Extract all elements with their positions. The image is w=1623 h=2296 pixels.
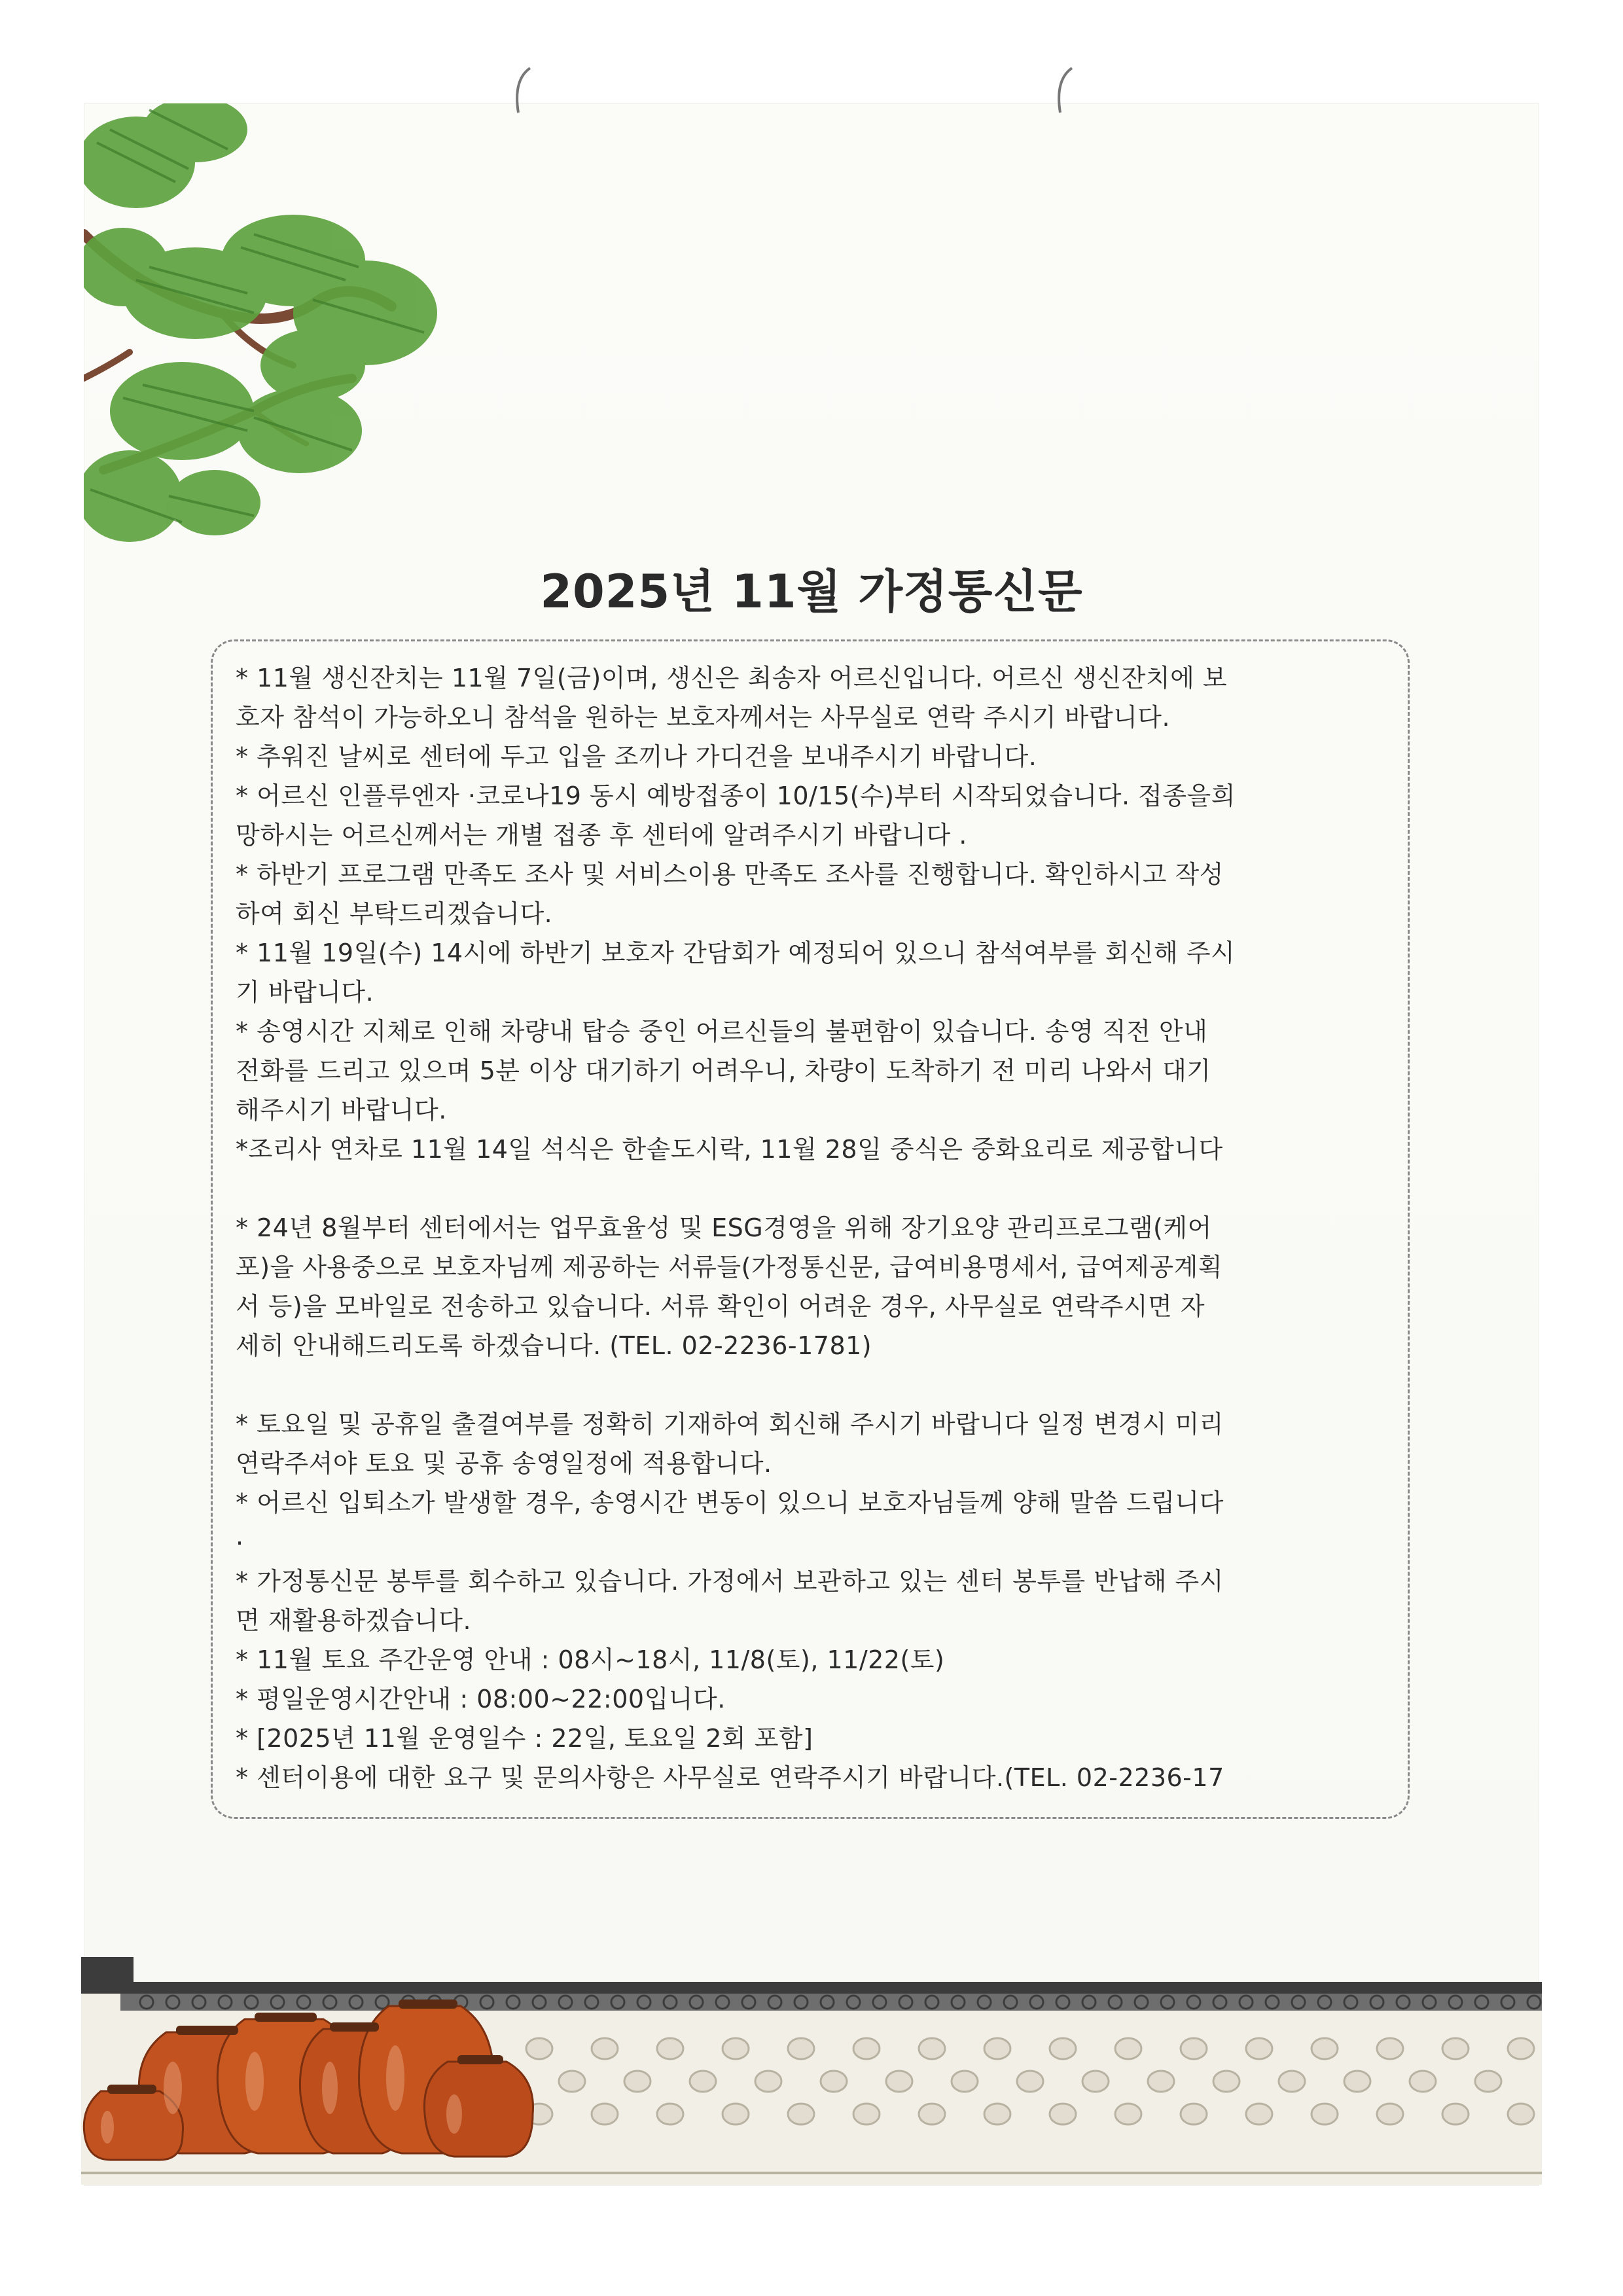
notice-line: 세히 안내해드리도록 하겠습니다. (TEL. 02-2236-1781) bbox=[236, 1331, 872, 1360]
notice-line: 기 바랍니다. bbox=[236, 978, 374, 1007]
notice-line: * 하반기 프로그램 만족도 조사 및 서비스이용 만족도 조사를 진행합니다. 확인하시고 작성 bbox=[236, 860, 1224, 889]
notice-line: * 11월 생신잔치는 11월 7일(금)이며, 생신은 최송자 어르신입니다. 어르신 생신잔치에 보 bbox=[236, 664, 1228, 692]
notice-line: *조리사 연차로 11월 14일 석식은 한솥도시락, 11월 28일 중식은 중화요리로 제공합니다 bbox=[236, 1135, 1223, 1164]
notice-line: * 어르신 입퇴소가 발생할 경우, 송영시간 변동이 있으니 보호자님들께 양해 말씀 드립니다 bbox=[236, 1488, 1224, 1517]
notice-line: 면 재활용하겠습니다. bbox=[236, 1606, 472, 1635]
notice-line: 포)을 사용중으로 보호자님께 제공하는 서류들(가정통신문, 급여비용명세서, 급여제공계획 bbox=[236, 1253, 1222, 1282]
notice-line: * 11월 토요 주간운영 안내 : 08시~18시, 11/8(토), 11/22(토) bbox=[236, 1645, 945, 1674]
notice-line: 전화를 드리고 있으며 5분 이상 대기하기 어려우니, 차량이 도착하기 전 미리 나와서 대기 bbox=[236, 1056, 1211, 1085]
notice-line: * 송영시간 지체로 인해 차량내 탑승 중인 어르신들의 불편함이 있습니다. 송영 직전 안내 bbox=[236, 1017, 1208, 1046]
notice-line: * 가정통신문 봉투를 회수하고 있습니다. 가정에서 보관하고 있는 센터 봉투를 반납해 주시 bbox=[236, 1567, 1224, 1596]
notice-line: * 24년 8월부터 센터에서는 업무효율성 및 ESG경영을 위해 장기요양 관리프로그램(케어 bbox=[236, 1213, 1212, 1242]
notice-line: 호자 참석이 가능하오니 참석을 원하는 보호자께서는 사무실로 연락 주시기 바랍니다. bbox=[236, 703, 1171, 732]
notice-line: 해주시기 바랍니다. bbox=[236, 1096, 447, 1124]
notice-line: * 평일운영시간안내 : 08:00~22:00입니다. bbox=[236, 1685, 726, 1713]
notice-line: * 어르신 인플루엔자 ·코로나19 동시 예방접종이 10/15(수)부터 시작되었습니다. 접종을희 bbox=[236, 781, 1236, 810]
notice-line: . bbox=[236, 1522, 244, 1551]
notice-line: * 11월 19일(수) 14시에 하반기 보호자 간담회가 예정되어 있으니 참석여부를 회신해 주시 bbox=[236, 939, 1236, 967]
notice-line: 서 등)을 모바일로 전송하고 있습니다. 서류 확인이 어려운 경우, 사무실로 연락주시면 자 bbox=[236, 1292, 1205, 1321]
notice-line: * 센터이용에 대한 요구 및 문의사항은 사무실로 연락주시기 바랍니다.(TEL. 02-2236-17 bbox=[236, 1763, 1224, 1792]
notice-line: * 추워진 날씨로 센터에 두고 입을 조끼나 가디건을 보내주시기 바랍니다. bbox=[236, 742, 1037, 771]
notice-line: 망하시는 어르신께서는 개별 접종 후 센터에 알려주시기 바랍니다 . bbox=[236, 821, 967, 850]
notice-line: 하여 회신 부탁드리겠습니다. bbox=[236, 899, 553, 928]
page-title: 2025년 11월 가정통신문 bbox=[540, 565, 1083, 619]
notice-line: 연락주셔야 토요 및 공휴 송영일정에 적용합니다. bbox=[236, 1449, 772, 1478]
notice-line: * [2025년 11월 운영일수 : 22일, 토요일 2회 포함] bbox=[236, 1724, 813, 1753]
stone-wall-jars-illustration bbox=[81, 1957, 1542, 2193]
notice-line: * 토요일 및 공휴일 출결여부를 정확히 기재하여 회신해 주시기 바랍니다 일정 변경시 미리 bbox=[236, 1410, 1224, 1439]
